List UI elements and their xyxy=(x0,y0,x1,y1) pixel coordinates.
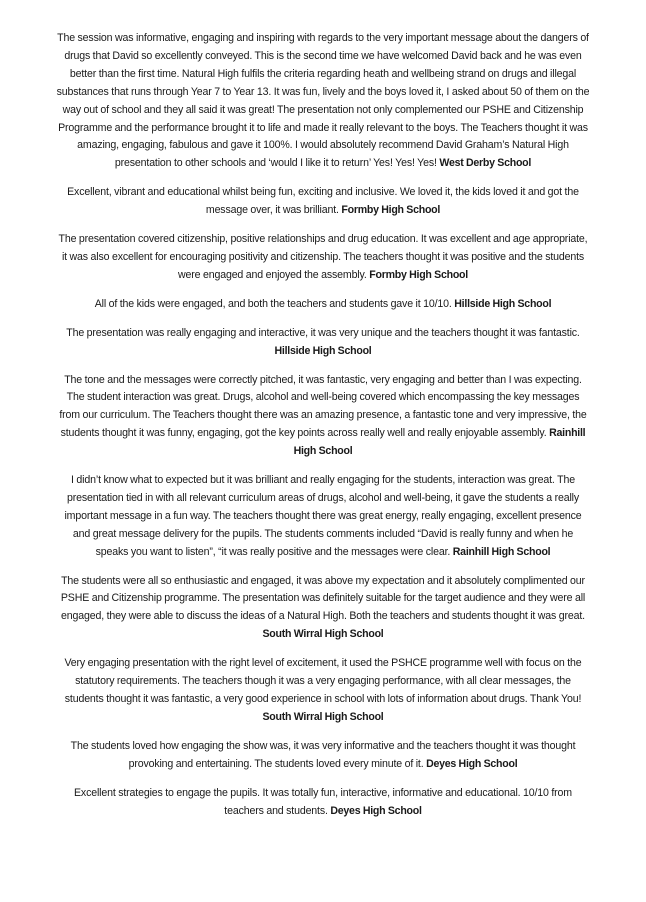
testimonial-text: Excellent strategies to engage the pupils. It was totally fun, interactive, informative and educational. 10/10 from teachers and students. xyxy=(74,786,572,817)
testimonial-text: All of the kids were engaged, and both the teachers and students gave it 10/10. xyxy=(94,297,452,310)
testimonial-school: South Wirral High School xyxy=(262,710,384,723)
testimonial-formby-2 xyxy=(56,231,590,285)
testimonial-hillside-2 xyxy=(56,325,590,361)
testimonial-school: Formby High School xyxy=(341,204,441,217)
testimonial-text: The presentation was really engaging and interactive, it was very unique and the teachers thought it was fantastic. xyxy=(66,326,580,339)
testimonial-school: South Wirral High School xyxy=(262,628,384,641)
testimonial-south-wirral-2 xyxy=(56,655,590,727)
testimonial-school: Deyes High School xyxy=(330,804,422,817)
testimonial-text: Very engaging presentation with the right level of excitement, it used the PSHCE programme well with focus on the statutory requirements. The teachers though it was a very engaging performance, with all clear messages, the students thought it was fantastic, a very good experience in school with lots of information about drugs. Thank You! xyxy=(64,657,582,705)
testimonial-rainhill-2 xyxy=(56,472,590,562)
testimonial-text: The tone and the messages were correctly pitched, it was fantastic, very engaging and better than I was expecting. The student interaction was great. Drugs, alcohol and well-being covered which encompassing the key messages from our curriculum. The Teachers thought there was an amazing presence, a fantastic tone and very impressive, the students thought it was funny, engaging, got the key points across really well and really enjoyable assembly. xyxy=(59,373,587,440)
testimonial-rainhill-1 xyxy=(56,372,590,462)
testimonial-west-derby xyxy=(56,30,590,173)
testimonial-school: Deyes High School xyxy=(426,757,518,770)
testimonial-text: The presentation covered citizenship, positive relationships and drug education. It was excellent and age appropriate, it was also excellent for encouraging positivity and citizenship. The teachers thought it was positive and the students were engaged and enjoyed the assembly. xyxy=(58,233,588,281)
testimonial-deyes-1 xyxy=(56,738,590,774)
testimonial-hillside-1 xyxy=(56,296,590,314)
testimonial-text: I didn’t know what to expected but it was brilliant and really engaging for the students, interaction was great. The presentation tied in with all relevant curriculum areas of drugs, alcohol and well-being, it gave the students a really important message in a fun way. The teachers thought there was great energy, really engaging, excellent presence and great message delivery for the pupils. The students comments included “David is really funny and when he speaks you want to listen”, “it was really positive and the messages were clear. xyxy=(64,474,582,558)
testimonial-text: The students were all so enthusiastic and engaged, it was above my expectation and it absolutely complimented our PSHE and Citizenship programme. The presentation was definitely suitable for the target audience and they were all engaged, they were able to discuss the ideas of a Natural High. Both the teachers and students thought it was great. xyxy=(60,574,586,623)
testimonial-text: The students loved how engaging the show was, it was very informative and the teachers thought it was thought provoking and entertaining. The students loved every minute of it. xyxy=(70,739,576,770)
testimonial-school: Rainhill High School xyxy=(452,545,551,558)
testimonial-school: Hillside High School xyxy=(274,344,372,357)
testimonial-formby-1 xyxy=(56,184,590,220)
testimonial-south-wirral-1 xyxy=(56,573,590,645)
testimonial-deyes-2 xyxy=(56,785,590,821)
testimonial-school: Formby High School xyxy=(369,268,468,281)
testimonial-school: Rainhill High School xyxy=(293,427,586,458)
testimonial-text: Excellent, vibrant and educational whilst being fun, exciting and inclusive. We loved it, the kids loved it and got the message over, it was brilliant. xyxy=(67,186,579,217)
testimonials-document xyxy=(56,30,590,831)
testimonial-text: The session was informative, engaging and inspiring with regards to the very important message about the dangers of drugs that David so excellently conveyed. This is the second time we have welcomed David back and he was even better than the first time. Natural High fulfils the criteria regarding heath and wellbeing strand on drugs and illegal substances that runs through Year 7 to Year 13. It was fun, lively and the boys loved it, I asked about 50 of them on the way out of school and they all said it was great! The presentation not only complemented our PSHE and Citizenship Programme and the performance brought it to life and made it really relevant to the boys. The Teachers thought it was amazing, engaging, fabulous and gave it 100%. I would absolutely recommend David Graham’s Natural High presentation to other schools and ‘would I like it to return’ Yes! Yes! Yes! xyxy=(56,32,590,170)
testimonial-school: Hillside High School xyxy=(454,297,552,310)
testimonial-school: West Derby School xyxy=(439,157,532,170)
